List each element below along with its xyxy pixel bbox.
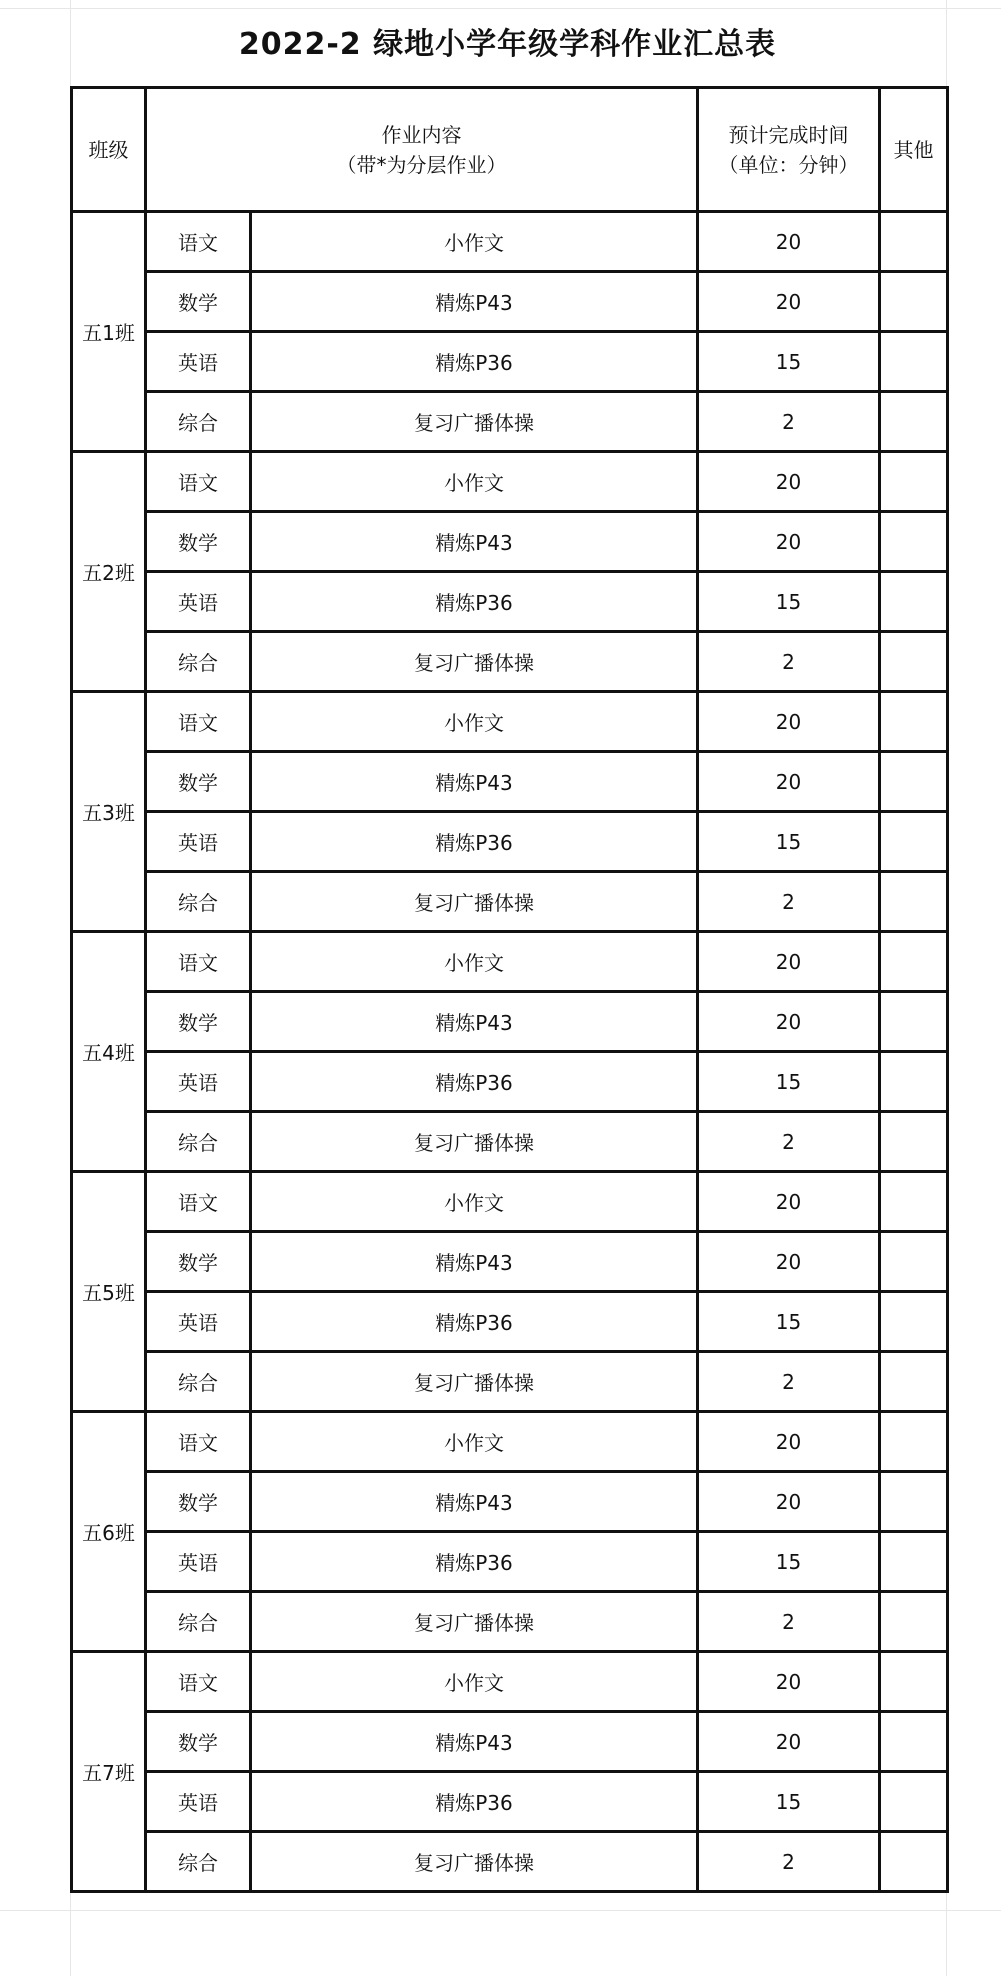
minutes-cell[interactable]: 20 — [698, 452, 880, 512]
table-row — [72, 1352, 948, 1412]
header-content-note: （带*为分层作业） — [336, 152, 507, 177]
subject-cell[interactable]: 英语 — [146, 332, 251, 392]
class-name-cell[interactable]: 五1班 — [72, 212, 146, 452]
content-cell[interactable]: 精炼P43 — [251, 272, 698, 332]
other-cell[interactable] — [880, 1652, 948, 1712]
subject-cell[interactable]: 语文 — [146, 212, 251, 272]
table-row — [72, 1172, 948, 1232]
minutes-cell[interactable]: 20 — [698, 272, 880, 332]
minutes-cell[interactable]: 15 — [698, 572, 880, 632]
content-cell[interactable]: 小作文 — [251, 212, 698, 272]
other-cell[interactable] — [880, 1832, 948, 1892]
content-cell[interactable]: 精炼P36 — [251, 1292, 698, 1352]
header-row — [72, 88, 948, 212]
content-cell[interactable]: 复习广播体操 — [251, 1112, 698, 1172]
table-body — [72, 212, 948, 1892]
subject-cell[interactable]: 数学 — [146, 1232, 251, 1292]
minutes-cell[interactable]: 15 — [698, 812, 880, 872]
subject-cell[interactable]: 数学 — [146, 512, 251, 572]
minutes-cell[interactable]: 2 — [698, 632, 880, 692]
subject-cell[interactable]: 语文 — [146, 1172, 251, 1232]
content-cell[interactable]: 小作文 — [251, 932, 698, 992]
other-cell[interactable] — [880, 812, 948, 872]
minutes-cell[interactable]: 15 — [698, 1772, 880, 1832]
header-content[interactable] — [146, 88, 698, 212]
subject-cell[interactable]: 综合 — [146, 1592, 251, 1652]
table-row — [72, 1712, 948, 1772]
other-cell[interactable] — [880, 632, 948, 692]
minutes-cell[interactable]: 2 — [698, 1832, 880, 1892]
header-time-unit: （单位：分钟） — [718, 152, 859, 177]
other-cell[interactable] — [880, 1292, 948, 1352]
content-cell[interactable]: 复习广播体操 — [251, 1832, 698, 1892]
minutes-cell[interactable]: 20 — [698, 1472, 880, 1532]
subject-cell[interactable]: 数学 — [146, 992, 251, 1052]
content-cell[interactable]: 精炼P36 — [251, 572, 698, 632]
table-row — [72, 272, 948, 332]
minutes-cell[interactable]: 20 — [698, 1712, 880, 1772]
content-cell[interactable]: 精炼P36 — [251, 812, 698, 872]
table-row — [72, 1292, 948, 1352]
table-row — [72, 512, 948, 572]
table-row — [72, 1592, 948, 1652]
content-cell[interactable]: 精炼P43 — [251, 752, 698, 812]
class-name-cell[interactable]: 五4班 — [72, 932, 146, 1172]
table-row — [72, 1532, 948, 1592]
table-row — [72, 812, 948, 872]
minutes-cell[interactable]: 15 — [698, 1292, 880, 1352]
other-cell[interactable] — [880, 1052, 948, 1112]
header-class[interactable]: 班级 — [72, 88, 146, 212]
other-cell[interactable] — [880, 1232, 948, 1292]
other-cell[interactable] — [880, 1712, 948, 1772]
content-cell[interactable]: 复习广播体操 — [251, 632, 698, 692]
other-cell[interactable] — [880, 392, 948, 452]
other-cell[interactable] — [880, 572, 948, 632]
table-row — [72, 1232, 948, 1292]
subject-cell[interactable]: 数学 — [146, 272, 251, 332]
content-cell[interactable]: 复习广播体操 — [251, 872, 698, 932]
subject-cell[interactable]: 语文 — [146, 1412, 251, 1472]
table-row — [72, 932, 948, 992]
other-cell[interactable] — [880, 752, 948, 812]
content-cell[interactable]: 精炼P43 — [251, 1472, 698, 1532]
content-cell[interactable]: 精炼P36 — [251, 1052, 698, 1112]
minutes-cell[interactable]: 2 — [698, 1112, 880, 1172]
sheet-gridline — [0, 1910, 1001, 1911]
other-cell[interactable] — [880, 1112, 948, 1172]
table-row — [72, 1772, 948, 1832]
minutes-cell[interactable]: 20 — [698, 752, 880, 812]
minutes-cell[interactable]: 20 — [698, 692, 880, 752]
subject-cell[interactable]: 语文 — [146, 692, 251, 752]
minutes-cell[interactable]: 2 — [698, 872, 880, 932]
other-cell[interactable] — [880, 1412, 948, 1472]
table-row — [72, 872, 948, 932]
subject-cell[interactable]: 综合 — [146, 392, 251, 452]
sheet-gridline — [0, 8, 1001, 9]
header-time-title: 预计完成时间 — [728, 122, 849, 147]
table-row — [72, 212, 948, 272]
table-row — [72, 1412, 948, 1472]
minutes-cell[interactable]: 15 — [698, 1532, 880, 1592]
other-cell[interactable] — [880, 1592, 948, 1652]
minutes-cell[interactable]: 20 — [698, 1412, 880, 1472]
content-cell[interactable]: 精炼P36 — [251, 1772, 698, 1832]
other-cell[interactable] — [880, 272, 948, 332]
content-cell[interactable]: 小作文 — [251, 1172, 698, 1232]
homework-table — [70, 86, 949, 1893]
minutes-cell[interactable]: 15 — [698, 332, 880, 392]
minutes-cell[interactable]: 20 — [698, 512, 880, 572]
class-name-cell[interactable]: 五3班 — [72, 692, 146, 932]
other-cell[interactable] — [880, 1772, 948, 1832]
subject-cell[interactable]: 数学 — [146, 1712, 251, 1772]
table-row — [72, 632, 948, 692]
sheet-title: 2022-2 绿地小学年级学科作业汇总表 — [238, 27, 777, 62]
other-cell[interactable] — [880, 872, 948, 932]
subject-cell[interactable]: 英语 — [146, 812, 251, 872]
minutes-cell[interactable]: 20 — [698, 1652, 880, 1712]
table-row — [72, 1472, 948, 1532]
table-row — [72, 1052, 948, 1112]
table-row — [72, 1832, 948, 1892]
subject-cell[interactable]: 英语 — [146, 572, 251, 632]
subject-cell[interactable]: 综合 — [146, 1352, 251, 1412]
minutes-cell[interactable]: 2 — [698, 1592, 880, 1652]
class-name-cell[interactable]: 五7班 — [72, 1652, 146, 1892]
other-cell[interactable] — [880, 512, 948, 572]
other-cell[interactable] — [880, 452, 948, 512]
subject-cell[interactable]: 英语 — [146, 1532, 251, 1592]
subject-cell[interactable]: 综合 — [146, 1112, 251, 1172]
class-name-cell[interactable]: 五2班 — [72, 452, 146, 692]
table-row — [72, 1652, 948, 1712]
minutes-cell[interactable]: 20 — [698, 992, 880, 1052]
header-time[interactable] — [698, 88, 880, 212]
minutes-cell[interactable]: 15 — [698, 1052, 880, 1112]
subject-cell[interactable]: 综合 — [146, 872, 251, 932]
subject-cell[interactable]: 数学 — [146, 1472, 251, 1532]
table-row — [72, 1112, 948, 1172]
content-cell[interactable]: 精炼P43 — [251, 512, 698, 572]
header-content-title: 作业内容 — [381, 122, 462, 147]
content-cell[interactable]: 精炼P43 — [251, 992, 698, 1052]
table-row — [72, 752, 948, 812]
subject-cell[interactable]: 语文 — [146, 1652, 251, 1712]
minutes-cell[interactable]: 2 — [698, 392, 880, 452]
other-cell[interactable] — [880, 212, 948, 272]
table-row — [72, 452, 948, 512]
content-cell[interactable]: 精炼P36 — [251, 332, 698, 392]
table-row — [72, 572, 948, 632]
table-row — [72, 692, 948, 752]
subject-cell[interactable]: 语文 — [146, 932, 251, 992]
other-cell[interactable] — [880, 692, 948, 752]
content-cell[interactable]: 小作文 — [251, 452, 698, 512]
subject-cell[interactable]: 英语 — [146, 1052, 251, 1112]
minutes-cell[interactable]: 20 — [698, 212, 880, 272]
subject-cell[interactable]: 综合 — [146, 1832, 251, 1892]
minutes-cell[interactable]: 2 — [698, 1352, 880, 1412]
content-cell[interactable]: 精炼P36 — [251, 1532, 698, 1592]
other-cell[interactable] — [880, 1172, 948, 1232]
subject-cell[interactable]: 语文 — [146, 452, 251, 512]
class-name-cell[interactable]: 五6班 — [72, 1412, 146, 1652]
content-cell[interactable]: 小作文 — [251, 692, 698, 752]
subject-cell[interactable]: 数学 — [146, 752, 251, 812]
subject-cell[interactable]: 综合 — [146, 632, 251, 692]
class-name-cell[interactable]: 五5班 — [72, 1172, 146, 1412]
other-cell[interactable] — [880, 1532, 948, 1592]
content-cell[interactable]: 精炼P43 — [251, 1712, 698, 1772]
other-cell[interactable] — [880, 1352, 948, 1412]
header-other[interactable]: 其他 — [880, 88, 948, 212]
table-row — [72, 332, 948, 392]
content-cell[interactable]: 小作文 — [251, 1412, 698, 1472]
minutes-cell[interactable]: 20 — [698, 1232, 880, 1292]
table-row — [72, 392, 948, 452]
content-cell[interactable]: 复习广播体操 — [251, 1592, 698, 1652]
content-cell[interactable]: 复习广播体操 — [251, 392, 698, 452]
other-cell[interactable] — [880, 932, 948, 992]
other-cell[interactable] — [880, 1472, 948, 1532]
content-cell[interactable]: 小作文 — [251, 1652, 698, 1712]
other-cell[interactable] — [880, 332, 948, 392]
content-cell[interactable]: 精炼P43 — [251, 1232, 698, 1292]
subject-cell[interactable]: 英语 — [146, 1292, 251, 1352]
subject-cell[interactable]: 英语 — [146, 1772, 251, 1832]
minutes-cell[interactable]: 20 — [698, 932, 880, 992]
minutes-cell[interactable]: 20 — [698, 1172, 880, 1232]
content-cell[interactable]: 复习广播体操 — [251, 1352, 698, 1412]
table-row — [72, 992, 948, 1052]
other-cell[interactable] — [880, 992, 948, 1052]
